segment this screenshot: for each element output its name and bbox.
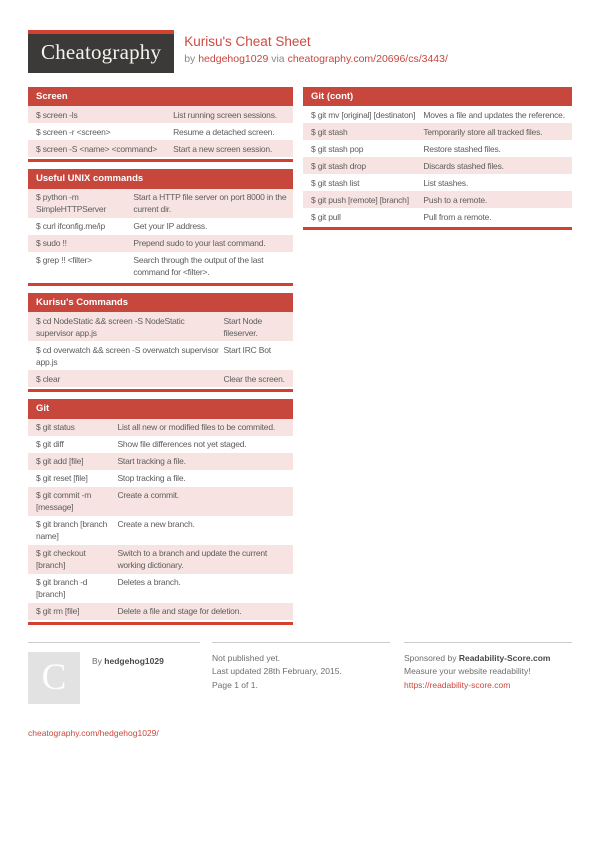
- command-cell: $ git branch [branch name]: [36, 519, 108, 542]
- description-cell: Resume a detached screen.: [173, 126, 275, 137]
- description-cell: Clear the screen.: [223, 373, 285, 384]
- table-row: [28, 123, 293, 140]
- table-bottom-bar: [303, 227, 572, 230]
- table-title: Git (cont): [303, 87, 572, 106]
- command-cell: $ git stash pop: [311, 143, 364, 154]
- command-cell: $ git stash drop: [311, 160, 366, 171]
- command-cell: $ curl ifconfig.me/ip: [36, 221, 106, 232]
- footer-author-name: hedgehog1029: [104, 655, 164, 666]
- description-cell: Get your IP address.: [133, 221, 208, 232]
- table-useful-unix-commands: [28, 169, 293, 285]
- byline-middle: via: [271, 53, 285, 66]
- command-cell: $ git pull: [311, 211, 341, 222]
- command-cell: $ cd overwatch && screen -S overwatch supervisor app.js: [36, 344, 219, 367]
- table-row: [28, 312, 293, 341]
- table-git: [28, 399, 293, 624]
- sponsor-line: [404, 652, 572, 666]
- sponsor-tagline: Measure your website readability!: [404, 666, 531, 677]
- description-cell: Push to a remote.: [423, 194, 488, 205]
- byline-prefix: by: [184, 53, 196, 66]
- command-cell: $ git push [remote] [branch]: [311, 194, 409, 205]
- command-cell: $ git add [file]: [36, 456, 84, 467]
- command-cell: $ python -m SimpleHTTPServer: [36, 192, 107, 215]
- table-row: [28, 218, 293, 235]
- command-cell: $ git rm [file]: [36, 606, 80, 617]
- description-cell: Start Node fileserver.: [223, 315, 263, 338]
- description-cell: Stop tracking a file.: [117, 473, 186, 484]
- footer-sponsor-section: [404, 642, 572, 741]
- table-row: [303, 191, 572, 208]
- page-title: Kurisu's Cheat Sheet: [184, 34, 311, 49]
- table-row: [303, 123, 572, 140]
- description-cell: Start IRC Bot: [223, 344, 271, 355]
- table-bottom-bar: [28, 389, 293, 392]
- table-row: [28, 252, 293, 281]
- sheet-url-link[interactable]: cheatography.com/20696/cs/3443/: [287, 53, 448, 66]
- description-cell: Start a new screen session.: [173, 143, 273, 154]
- description-cell: Discards stashed files.: [423, 160, 504, 171]
- table-row: [28, 436, 293, 453]
- table-title: Useful UNIX commands: [28, 169, 293, 188]
- table-row: [28, 516, 293, 545]
- table-title: Git: [28, 399, 293, 418]
- table-row: [303, 174, 572, 191]
- table-screen: [28, 87, 293, 162]
- table-bottom-bar: [28, 622, 293, 625]
- description-cell: Moves a file and updates the reference.: [423, 109, 565, 120]
- description-cell: Temporarily store all tracked files.: [423, 126, 543, 137]
- command-cell: $ git checkout [branch]: [36, 548, 86, 571]
- table-row: [28, 106, 293, 123]
- table-row: [28, 470, 293, 487]
- command-cell: $ clear: [36, 373, 61, 384]
- table-row: [28, 453, 293, 470]
- command-cell: $ git reset [file]: [36, 473, 88, 484]
- header: [28, 30, 572, 73]
- command-cell: $ git stash: [311, 126, 348, 137]
- description-cell: Search through the output of the last command for <filter>.: [133, 255, 264, 278]
- description-cell: Create a new branch.: [117, 519, 195, 530]
- description-cell: Start tracking a file.: [117, 456, 186, 467]
- command-cell: $ git diff: [36, 439, 64, 450]
- table-kurisu-s-commands: [28, 293, 293, 392]
- avatar: [28, 652, 80, 704]
- table-title: Screen: [28, 87, 293, 106]
- table-bottom-bar: [28, 283, 293, 286]
- footer: [28, 642, 572, 741]
- table-row: [28, 574, 293, 603]
- last-updated: Last updated 28th February, 2015.: [212, 666, 342, 677]
- table-row: [303, 157, 572, 174]
- command-cell: $ cd NodeStatic && screen -S NodeStatic supervisor app.js: [36, 315, 185, 338]
- publish-status: Not published yet.: [212, 652, 281, 663]
- table-git-cont: [303, 87, 572, 230]
- table-bottom-bar: [28, 159, 293, 162]
- description-cell: Show file differences not yet staged.: [117, 439, 247, 450]
- table-row: [303, 106, 572, 123]
- right-column: [303, 87, 572, 237]
- sheet-body: [28, 87, 572, 632]
- table-row: [28, 189, 293, 218]
- command-cell: $ git commit -m [message]: [36, 490, 92, 513]
- byline: [184, 53, 448, 65]
- table-row: [28, 487, 293, 516]
- description-cell: Restore stashed files.: [423, 143, 501, 154]
- table-row: [28, 545, 293, 574]
- table-row: [28, 603, 293, 620]
- description-cell: Pull from a remote.: [423, 211, 492, 222]
- command-cell: $ screen -r <screen>: [36, 126, 111, 137]
- sponsor-name: Readability-Score.com: [458, 652, 551, 663]
- command-cell: $ screen -ls: [36, 109, 78, 120]
- sponsor-url-link[interactable]: https://readability-score.com: [404, 679, 511, 690]
- table-row: [28, 341, 293, 370]
- description-cell: Deletes a branch.: [117, 577, 181, 588]
- cheatography-logo[interactable]: [28, 30, 174, 73]
- table-title: Kurisu's Commands: [28, 293, 293, 312]
- description-cell: Create a commit.: [117, 490, 179, 501]
- profile-url-link[interactable]: cheatography.com/hedgehog1029/: [28, 727, 159, 738]
- avatar-letter: C: [41, 657, 67, 698]
- author-link[interactable]: hedgehog1029: [198, 53, 269, 66]
- command-cell: $ git branch -d [branch]: [36, 577, 88, 600]
- description-cell: Start a HTTP file server on port 8000 in the current dir.: [133, 192, 287, 215]
- command-cell: $ git stash list: [311, 177, 360, 188]
- command-cell: $ screen -S <name> <command>: [36, 143, 158, 154]
- footer-status-section: [212, 642, 390, 741]
- table-row: [303, 208, 572, 225]
- sponsor-prefix: Sponsored by: [404, 652, 457, 663]
- table-row: [28, 370, 293, 387]
- table-row: [28, 235, 293, 252]
- table-row: [303, 140, 572, 157]
- description-cell: Delete a file and stage for deletion.: [117, 606, 242, 617]
- page-count: Page 1 of 1.: [212, 679, 258, 690]
- description-cell: List running screen sessions.: [173, 109, 277, 120]
- table-row: [28, 140, 293, 157]
- title-block: [184, 30, 448, 65]
- description-cell: List stashes.: [423, 177, 469, 188]
- description-cell: List all new or modified files to be commited.: [117, 422, 276, 433]
- description-cell: Switch to a branch and update the current working dictionary.: [117, 548, 268, 571]
- description-cell: Prepend sudo to your last command.: [133, 238, 266, 249]
- footer-by-prefix: By: [92, 655, 102, 666]
- command-cell: $ git mv [original] [destinaton]: [311, 109, 416, 120]
- logo-text: Cheatography: [41, 40, 162, 64]
- footer-byline: [92, 652, 164, 704]
- footer-author-section: [28, 642, 200, 741]
- command-cell: $ grep !! <filter>: [36, 255, 92, 266]
- command-cell: $ git status: [36, 422, 75, 433]
- table-row: [28, 419, 293, 436]
- left-column: [28, 87, 293, 632]
- command-cell: $ sudo !!: [36, 238, 67, 249]
